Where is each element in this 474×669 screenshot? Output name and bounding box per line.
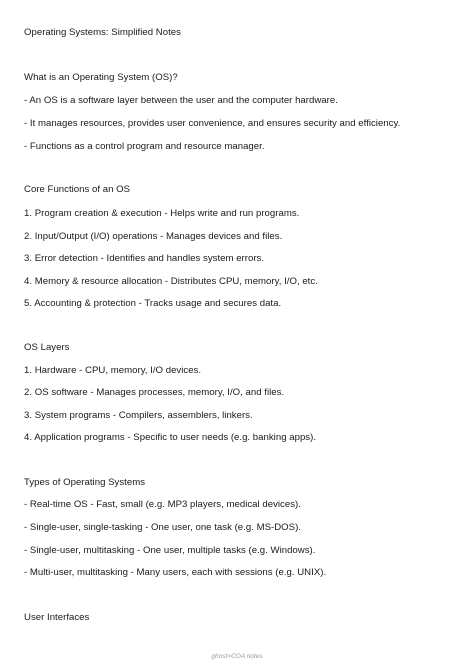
numbered-item: 3. System programs - Compilers, assemblers, linkers. bbox=[24, 410, 253, 421]
bullet-item: - Single-user, multitasking - One user, multiple tasks (e.g. Windows). bbox=[24, 545, 316, 556]
section-heading: User Interfaces bbox=[24, 612, 90, 623]
document-title: Operating Systems: Simplified Notes bbox=[24, 27, 181, 38]
bullet-item: - Real-time OS - Fast, small (e.g. MP3 players, medical devices). bbox=[24, 499, 301, 510]
numbered-item: 1. Program creation & execution - Helps write and run programs. bbox=[24, 208, 300, 219]
section-heading: Types of Operating Systems bbox=[24, 477, 146, 488]
bullet-item: - Functions as a control program and resource manager. bbox=[24, 141, 265, 152]
numbered-item: 5. Accounting & protection - Tracks usage and secures data. bbox=[24, 298, 282, 309]
bullet-item: - Single-user, single-tasking - One user, one task (e.g. MS-DOS). bbox=[24, 522, 301, 533]
bullet-item: - It manages resources, provides user convenience, and ensures security and efficiency. bbox=[24, 118, 401, 129]
numbered-item: 4. Memory & resource allocation - Distributes CPU, memory, I/O, etc. bbox=[24, 276, 318, 287]
numbered-item: 1. Hardware - CPU, memory, I/O devices. bbox=[24, 365, 202, 376]
bullet-item: - Multi-user, multitasking - Many users, each with sessions (e.g. UNIX). bbox=[24, 567, 327, 578]
numbered-item: 2. Input/Output (I/O) operations - Manages devices and files. bbox=[24, 231, 283, 242]
section-heading: Core Functions of an OS bbox=[24, 184, 131, 195]
numbered-item: 2. OS software - Manages processes, memory, I/O, and files. bbox=[24, 387, 285, 398]
bullet-item: - An OS is a software layer between the user and the computer hardware. bbox=[24, 95, 338, 106]
section-heading: What is an Operating System (OS)? bbox=[24, 72, 178, 83]
numbered-item: 3. Error detection - Identifies and handles system errors. bbox=[24, 253, 265, 264]
page-footer: ghost>COA notes bbox=[211, 653, 263, 660]
section-heading: OS Layers bbox=[24, 342, 70, 353]
numbered-item: 4. Application programs - Specific to user needs (e.g. banking apps). bbox=[24, 432, 317, 443]
